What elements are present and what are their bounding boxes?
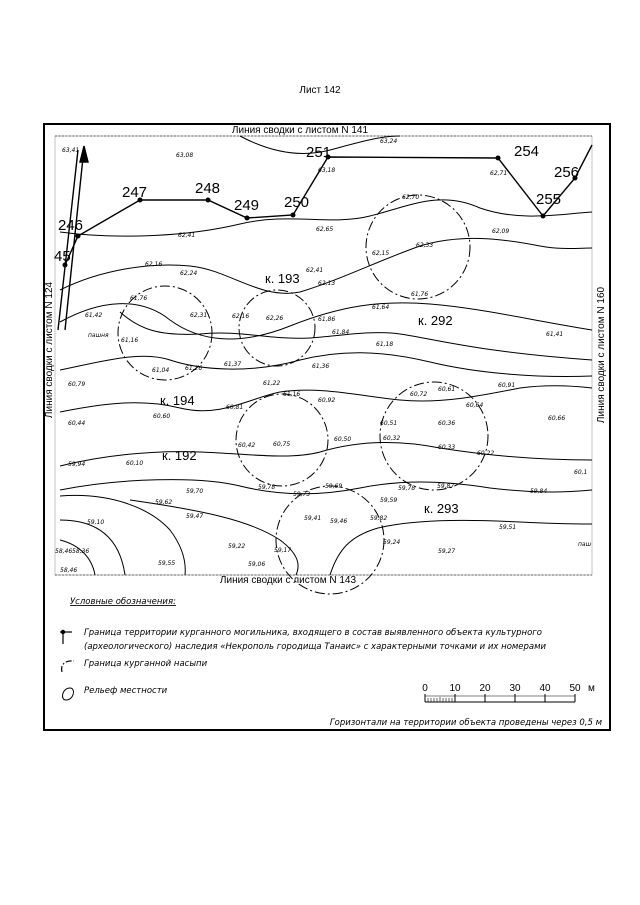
elevation-mark: 63,24 (380, 138, 398, 145)
elevation-mark: 61,64 (372, 304, 390, 311)
elevation-mark: 60,50 (334, 436, 352, 443)
elevation-mark: 62,13 (318, 280, 336, 287)
kurgan-label: к. 292 (418, 313, 453, 328)
scale-tick-label: 10 (449, 683, 461, 694)
elevation-mark: 58,46 (60, 567, 78, 574)
elevation-mark: 61,22 (263, 380, 281, 387)
elevation-mark: 59,78 (398, 485, 416, 492)
elevation-mark: 61,37 (224, 361, 242, 368)
scale-tick-label: 50 (569, 683, 581, 694)
elevation-mark: 63,18 (318, 167, 336, 174)
elevation-mark: 60,1 (574, 469, 588, 476)
elevation-mark: 61,84 (332, 329, 350, 336)
elevation-mark: 59,22 (228, 543, 246, 550)
elevation-mark: 59,62 (155, 499, 173, 506)
elevation-mark: 58,36 (72, 548, 90, 555)
elevation-mark: 61,76 (130, 295, 148, 302)
elevation-mark: 60,75 (273, 441, 291, 448)
elevation-mark: 60,44 (68, 420, 86, 427)
legend-boundary-text-line2: (археологического) наследия «Некрополь городища Танаис» с характерными точками и их номерами (84, 642, 547, 652)
elevation-mark: 61,16 (283, 391, 301, 398)
elevation-mark: 59,24 (383, 539, 401, 546)
scale-tick-label: 0 (422, 683, 428, 694)
scale-unit: м (588, 683, 595, 694)
legend-relief-text: Рельеф местности (84, 686, 168, 696)
elevation-mark: 61,26 (185, 365, 203, 372)
point-label: 45 (54, 248, 71, 265)
elevation-mark: 61,42 (85, 312, 103, 319)
contour-interval-note: Горизонтали на территории объекта проведены через 0,5 м (329, 718, 602, 728)
pashnya-label-cut: паш (578, 541, 592, 548)
elevation-mark: 60,60 (153, 413, 171, 420)
kurgan-label: к. 193 (265, 271, 300, 286)
legend-boundary-symbol (60, 630, 72, 644)
elevation-mark: 62,16 (232, 313, 250, 320)
elevation-mark: 61,36 (312, 363, 330, 370)
edge-label-right: Линия сводки с листом N 160 (596, 286, 607, 424)
elevation-mark: 60,79 (68, 381, 86, 388)
point-label: 250 (284, 194, 310, 211)
point-label: 254 (514, 143, 540, 160)
elevation-mark: 60,51 (380, 420, 398, 427)
elevation-mark: 62,24 (180, 270, 198, 277)
point-label: 247 (122, 184, 148, 201)
legend-mound-symbol (62, 661, 74, 672)
elevation-mark: 58,46 (55, 548, 73, 555)
elevation-mark: 60,22 (477, 450, 495, 457)
elevation-mark: 59,73 (293, 491, 311, 498)
elevation-mark: 59,51 (499, 524, 517, 531)
elevation-mark: 59,06 (248, 561, 266, 568)
elevation-mark: 62,26 (266, 315, 284, 322)
elevation-mark: 60,72 (410, 391, 428, 398)
contour-line (330, 520, 592, 575)
elevation-mark: 62,71 (490, 170, 508, 177)
mound-boundary-192 (236, 394, 328, 486)
elevation-mark: 60,91 (498, 382, 516, 389)
elevation-mark: 60,42 (238, 442, 256, 449)
elevation-mark: 61,41 (546, 331, 564, 338)
elevation-mark: 59,87 (437, 483, 455, 490)
elevation-mark: 59,27 (438, 548, 456, 555)
scale-tick-label: 30 (509, 683, 521, 694)
elevation-mark: 59,84 (530, 488, 548, 495)
elevation-mark: 59,10 (87, 519, 105, 526)
elevation-mark: 61,18 (376, 341, 394, 348)
elevation-mark: 59,17 (274, 547, 292, 554)
elevation-mark: 60,64 (466, 402, 484, 409)
elevation-mark: 59,55 (158, 560, 176, 567)
elevation-mark: 60,36 (438, 420, 456, 427)
point-label: 251 (306, 144, 332, 161)
elevation-mark: 60,61 (438, 386, 456, 393)
elevation-mark: 59,94 (68, 461, 86, 468)
kurgan-label: к. 192 (162, 448, 197, 463)
point-label: 249 (234, 197, 260, 214)
elevation-mark: 62,41 (306, 267, 324, 274)
edge-label-top: Линия сводки с листом N 141 (231, 125, 369, 136)
legend-boundary-text-line1: Граница территории курганного могильника, входящего в состав выявленного объекта культурного (84, 628, 542, 638)
elevation-mark: 61,16 (121, 337, 139, 344)
sheet-title: Лист 142 (299, 85, 341, 96)
elevation-mark: 62,09 (492, 228, 510, 235)
scale-tick-label: 40 (539, 683, 551, 694)
elevation-mark: 63,08 (176, 152, 194, 159)
elevation-mark: 59,59 (380, 497, 398, 504)
elevation-mark: 62,65 (316, 226, 334, 233)
elevation-mark: 60,33 (438, 444, 456, 451)
elevation-mark: 61,86 (318, 316, 336, 323)
point-label: 246 (58, 217, 84, 234)
kurgan-label: к. 194 (160, 393, 195, 408)
point-label: 256 (554, 164, 580, 181)
elevation-mark: 61,04 (152, 367, 170, 374)
elevation-mark: 62,31 (190, 312, 208, 319)
elevation-mark: 59,70 (186, 488, 204, 495)
legend-relief-symbol (63, 688, 74, 700)
scale-bar (425, 694, 575, 702)
elevation-mark: 60,81 (226, 404, 244, 411)
elevation-mark: 59,82 (370, 515, 388, 522)
elevation-mark: 59,78 (258, 484, 276, 491)
elevation-mark: 60,32 (383, 435, 401, 442)
elevation-mark: 59,69 (325, 483, 343, 490)
elevation-mark: 61,76 (411, 291, 429, 298)
elevation-mark: 59,46 (330, 518, 348, 525)
elevation-mark: 62,41 (178, 232, 196, 239)
edge-label-bottom: Линия сводки с листом N 143 (219, 575, 357, 586)
scale-labels (422, 683, 595, 694)
point-label: 248 (195, 180, 221, 197)
mound-boundary-193 (239, 290, 315, 366)
elevation-mark: 60,10 (126, 460, 144, 467)
elevation-mark: 63,41 (62, 147, 80, 154)
elevation-mark: 62,70 (402, 194, 420, 201)
scale-tick-label: 20 (479, 683, 491, 694)
kurgan-label: к. 293 (424, 501, 459, 516)
elevation-mark: 59,47 (186, 513, 204, 520)
legend-mound-text: Граница курганной насыпи (84, 659, 208, 669)
point-label: 255 (536, 191, 562, 208)
elevation-mark: 62,33 (416, 242, 434, 249)
contour-line (130, 500, 298, 575)
elevation-mark: 60,92 (318, 397, 336, 404)
elevation-mark: 62,15 (372, 250, 390, 257)
elevation-mark: 60,66 (548, 415, 566, 422)
legend-title: Условные обозначения: (70, 597, 176, 607)
pashnya-label: пашня (88, 332, 109, 339)
elevation-mark: 62,16 (145, 261, 163, 268)
elevation-mark: 59,41 (304, 515, 322, 522)
edge-label-left: Линия сводки с листом N 124 (44, 281, 55, 419)
